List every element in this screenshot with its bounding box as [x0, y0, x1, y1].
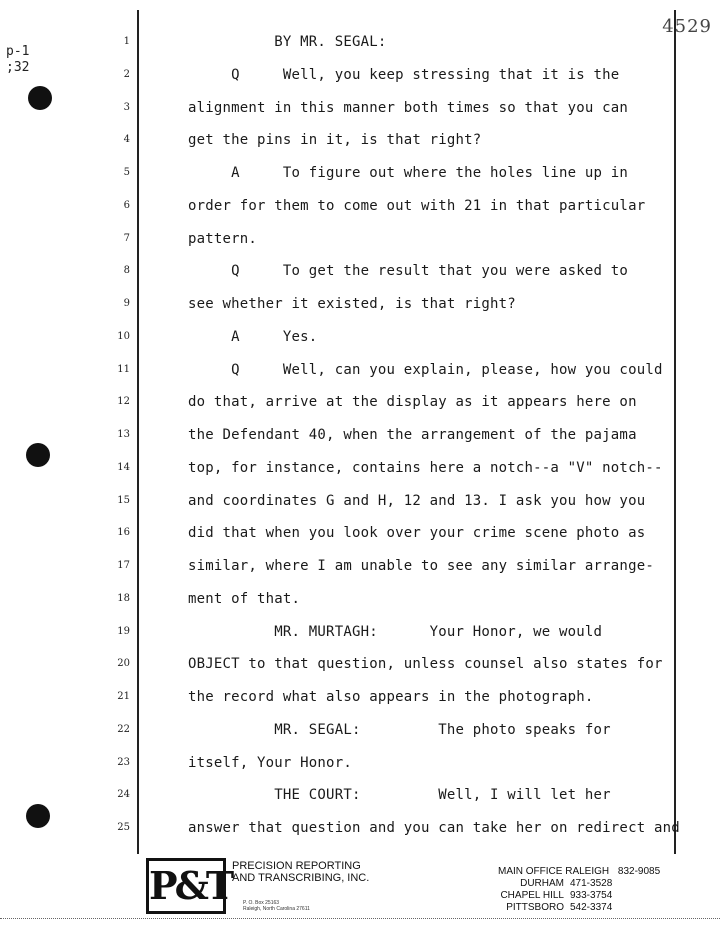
footer-divider — [0, 918, 720, 919]
transcript-line: Q Well, can you explain, please, how you could — [188, 361, 663, 378]
margin-note-1: p-1 — [6, 44, 30, 59]
transcript-line: do that, arrive at the display as it appears here on — [188, 394, 637, 411]
office-row — [498, 902, 660, 914]
punch-hole-middle — [26, 443, 50, 467]
company-logo: P&T — [146, 858, 226, 914]
line-number: 18 — [117, 592, 130, 604]
address-line-2: Raleigh, North Carolina 27611 — [243, 906, 310, 912]
transcript-line: MR. SEGAL: The photo speaks for — [188, 721, 611, 738]
punch-hole-bottom — [26, 804, 50, 828]
transcript-line: the Defendant 40, when the arrangement of the pajama — [188, 427, 637, 443]
line-number: 5 — [123, 167, 130, 178]
line-number: 9 — [123, 298, 130, 309]
office-row — [498, 890, 660, 902]
margin-note-2: ;32 — [6, 60, 30, 75]
line-number: 7 — [123, 232, 130, 244]
line-number: 4 — [123, 134, 130, 146]
transcript-line: see whether it existed, is that right? — [188, 296, 516, 312]
office-row — [498, 878, 660, 890]
line-number: 8 — [123, 265, 130, 277]
office-phone: 832-9085 — [617, 866, 661, 877]
company-name-line-2: AND TRANSCRIBING, INC. — [232, 872, 370, 884]
line-number: 15 — [117, 494, 130, 506]
office-row — [498, 866, 660, 878]
line-number: 13 — [117, 429, 130, 440]
line-number: 2 — [123, 68, 130, 80]
transcript-line: the record what also appears in the photograph. — [188, 689, 594, 705]
address-line-1: P. O. Box 25163 — [243, 900, 280, 906]
line-number: 3 — [123, 101, 130, 113]
right-margin-rule — [674, 10, 676, 854]
transcript-line: THE COURT: Well, I will let her — [188, 787, 611, 804]
transcript-line: itself, Your Honor. — [188, 754, 352, 771]
line-number: 17 — [117, 560, 130, 571]
punch-hole-top — [28, 86, 52, 110]
office-phone: 542-3374 — [570, 902, 613, 913]
office-list — [498, 866, 660, 914]
transcript-line: OBJECT to that question, unless counsel also states for — [188, 656, 663, 673]
company-name — [232, 860, 369, 884]
left-margin-rule — [137, 10, 139, 854]
transcript-line: get the pins in it, is that right? — [188, 132, 482, 149]
line-number: 22 — [117, 723, 130, 735]
office-city: CHAPEL HILL — [500, 890, 564, 901]
transcript-line: ment of that. — [188, 590, 301, 607]
office-phone: 471-3528 — [570, 878, 613, 889]
transcript-line: Q Well, you keep stressing that it is the — [188, 66, 620, 83]
line-number: 11 — [117, 363, 130, 375]
office-city: PITTSBORO — [506, 902, 564, 913]
line-number: 6 — [123, 199, 130, 211]
transcript-line: and coordinates G and H, 12 and 13. I ask you how you — [188, 492, 646, 509]
office-city: DURHAM — [520, 878, 564, 889]
line-number: 21 — [117, 691, 130, 702]
office-phone: 933-3754 — [570, 890, 613, 901]
line-number: 24 — [117, 789, 130, 801]
transcript-line: BY MR. SEGAL: — [188, 34, 387, 50]
company-name-line-1: PRECISION REPORTING — [232, 860, 361, 872]
transcript-line: pattern. — [188, 230, 258, 247]
page-number: 4529 — [662, 16, 712, 37]
office-city: MAIN OFFICE RALEIGH — [498, 866, 610, 877]
transcript-line: similar, where I am unable to see any similar arrange- — [188, 558, 654, 574]
transcript-line: MR. MURTAGH: Your Honor, we would — [188, 623, 603, 640]
transcript-line: answer that question and you can take her on redirect and — [188, 820, 680, 836]
company-address — [243, 900, 310, 912]
transcript-line: A Yes. — [188, 328, 318, 345]
line-number: 23 — [117, 756, 130, 768]
line-number: 19 — [117, 625, 130, 637]
line-number: 14 — [117, 461, 130, 473]
transcript-line: Q To get the result that you were asked to — [188, 263, 629, 280]
line-number: 16 — [117, 527, 130, 539]
line-number: 25 — [117, 822, 130, 833]
transcript-line: top, for instance, contains here a notch--a "V" notch-- — [188, 459, 663, 476]
line-number: 10 — [117, 330, 130, 342]
line-number: 12 — [117, 396, 130, 408]
transcript-line: did that when you look over your crime scene photo as — [188, 525, 646, 542]
transcript-line: A To figure out where the holes line up in — [188, 165, 629, 181]
transcript-line: alignment in this manner both times so that you can — [188, 99, 629, 116]
line-number: 20 — [117, 658, 130, 670]
line-number: 1 — [123, 36, 130, 47]
transcript-line: order for them to come out with 21 in that particular — [188, 197, 646, 214]
